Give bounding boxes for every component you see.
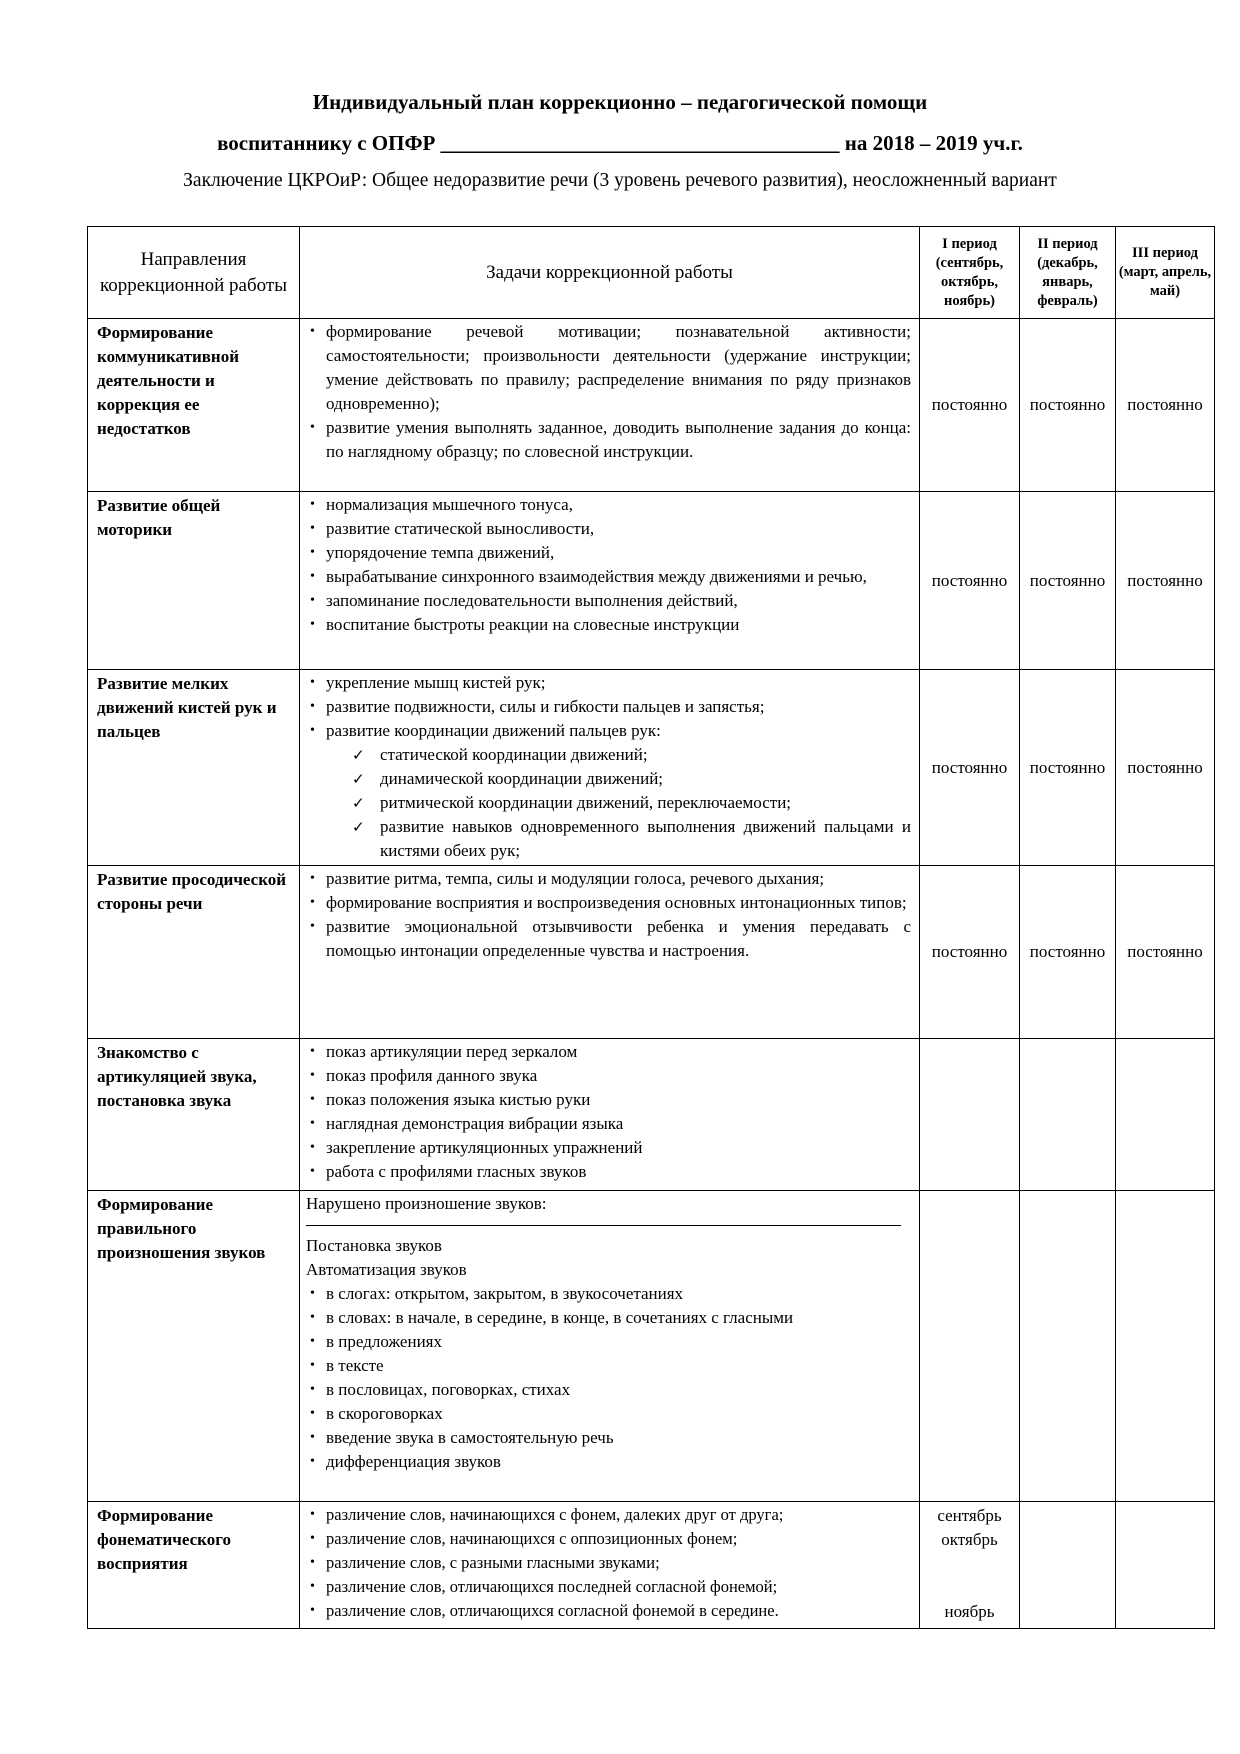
period-1-name: I период (942, 235, 997, 252)
document-title: Индивидуальный план коррекционно – педагогической помощи (312, 90, 928, 114)
task-item: • работа с профилями гласных звуков (306, 1160, 911, 1184)
period-3-months: (март, апрель, май) (1118, 264, 1212, 299)
diagnosis-conclusion: Заключение ЦКРОиР: Общее недоразвитие речи (3 уровень речевого развития), неосложненный вариант (183, 170, 1057, 191)
task-item: • в тексте (306, 1354, 911, 1378)
header-tasks: Задачи коррекционной работы (300, 227, 920, 319)
period-3-cell (1116, 1191, 1215, 1502)
task-item: • закрепление артикуляционных упражнений (306, 1136, 911, 1160)
month-label: ноябрь (944, 1602, 995, 1621)
direction-cell: Формирование коммуникативной деятельности и коррекция ее недостатков (88, 319, 300, 492)
table-row (88, 319, 1215, 492)
period-3-cell: постоянно (1116, 492, 1215, 670)
period-2-name: II период (1037, 235, 1098, 252)
task-item: • различение слов, начинающихся с фонем, далеких друг от друга; (306, 1503, 911, 1527)
task-item: • нормализация мышечного тонуса, (306, 493, 911, 517)
task-item: • дифференциация звуков (306, 1450, 911, 1474)
table-row (88, 492, 1215, 670)
fill-in-line (306, 1225, 901, 1226)
task-item: • в скороговорках (306, 1402, 911, 1426)
header-period-2 (1020, 227, 1116, 319)
period-2-cell: постоянно (1020, 670, 1116, 866)
checkmark-subtask-item: ✓ динамической координации движений; (306, 767, 911, 791)
task-item: • развитие координации движений пальцев рук: (306, 719, 911, 743)
direction-cell: Знакомство с артикуляцией звука, постановка звука (88, 1039, 300, 1191)
direction-cell: Развитие просодической стороны речи (88, 866, 300, 1039)
tasks-cell (300, 492, 920, 670)
tasks-cell (300, 319, 920, 492)
period-2-cell: постоянно (1020, 492, 1116, 670)
task-item: • введение звука в самостоятельную речь (306, 1426, 911, 1450)
task-item: • показ положения языка кистью руки (306, 1088, 911, 1112)
task-item: • запоминание последовательности выполнения действий, (306, 589, 911, 613)
tasks-cell (300, 1039, 920, 1191)
task-item: • развитие статической выносливости, (306, 517, 911, 541)
task-item: • развитие подвижности, силы и гибкости пальцев и запястья; (306, 695, 911, 719)
task-item: • в предложениях (306, 1330, 911, 1354)
direction-cell: Формирование правильного произношения звуков (88, 1191, 300, 1502)
month-label: сентябрь (937, 1506, 1002, 1525)
table-row (88, 670, 1215, 866)
tasks-cell (300, 670, 920, 866)
task-item: • различение слов, отличающихся согласной фонемой в середине. (306, 1599, 911, 1623)
direction-cell: Развитие общей моторики (88, 492, 300, 670)
tasks-cell (300, 1502, 920, 1629)
table-row (88, 1039, 1215, 1191)
period-1-cell: постоянно (920, 319, 1020, 492)
period-3-cell (1116, 1502, 1215, 1629)
period-1-cell (920, 1191, 1020, 1502)
table-header-row (88, 227, 1215, 319)
task-item: • формирование речевой мотивации; познавательной активности; самостоятельности; произвольности деятельности (удержание инструкции; умение действовать по правилу; распределение внимания по ряду признаков одновременно); (306, 320, 911, 416)
task-item: • наглядная демонстрация вибрации языка (306, 1112, 911, 1136)
task-item: • в словах: в начале, в середине, в конце, в сочетаниях с гласными (306, 1306, 911, 1330)
task-item: • показ профиля данного звука (306, 1064, 911, 1088)
period-2-cell: постоянно (1020, 866, 1116, 1039)
period-1-cell (920, 1039, 1020, 1191)
header-period-3 (1116, 227, 1215, 319)
task-item: • воспитание быстроты реакции на словесные инструкции (306, 613, 911, 637)
period-1-cell: постоянно (920, 492, 1020, 670)
header-directions: Направления коррекционной работы (88, 227, 300, 319)
task-item: • различение слов, отличающихся последней согласной фонемой; (306, 1575, 911, 1599)
spacer (920, 1552, 1019, 1600)
task-item: • упорядочение темпа движений, (306, 541, 911, 565)
task-item: • различение слов, с разными гласными звуками; (306, 1551, 911, 1575)
period-2-months: (декабрь, январь, февраль) (1037, 254, 1098, 309)
impaired-sounds-label: Нарушено произношение звуков: (306, 1194, 547, 1213)
period-2-cell (1020, 1191, 1116, 1502)
period-3-cell: постоянно (1116, 319, 1215, 492)
period-1-cell (920, 1502, 1020, 1629)
period-1-months: (сентябрь, октябрь, ноябрь) (935, 254, 1004, 309)
period-2-cell: постоянно (1020, 319, 1116, 492)
correction-plan-table (87, 226, 1215, 1629)
header-period-1 (920, 227, 1020, 319)
period-1-cell: постоянно (920, 866, 1020, 1039)
task-item: • укрепление мышц кистей рук; (306, 671, 911, 695)
direction-cell: Развитие мелких движений кистей рук и пальцев (88, 670, 300, 866)
period-3-name: III период (1132, 245, 1198, 261)
table-row (88, 1502, 1215, 1629)
sound-automation-label: Автоматизация звуков (306, 1260, 467, 1279)
checkmark-subtask-item: ✓ развитие навыков одновременного выполнения движений пальцами и кистями обеих рук; (306, 815, 911, 863)
task-item: • развитие ритма, темпа, силы и модуляции голоса, речевого дыхания; (306, 867, 911, 891)
task-item: • в пословицах, поговорках, стихах (306, 1378, 911, 1402)
period-1-cell: постоянно (920, 670, 1020, 866)
table-row (88, 866, 1215, 1039)
period-2-cell (1020, 1039, 1116, 1191)
document-subtitle: воспитаннику с ОПФР ______________________________________ на 2018 – 2019 уч.г. (217, 131, 1023, 155)
checkmark-subtask-item: ✓ ритмической координации движений, переключаемости; (306, 791, 911, 815)
period-3-cell: постоянно (1116, 866, 1215, 1039)
tasks-cell (300, 1191, 920, 1502)
task-item: • формирование восприятия и воспроизведения основных интонационных типов; (306, 891, 911, 915)
task-item: • развитие эмоциональной отзывчивости ребенка и умения передавать с помощью интонации определенные чувства и настроения. (306, 915, 911, 963)
month-label: октябрь (941, 1530, 998, 1549)
task-item: • различение слов, начинающихся с оппозиционных фонем; (306, 1527, 911, 1551)
checkmark-subtask-item: ✓ статической координации движений; (306, 743, 911, 767)
direction-cell: Формирование фонематического восприятия (88, 1502, 300, 1629)
tasks-cell (300, 866, 920, 1039)
task-item: • показ артикуляции перед зеркалом (306, 1040, 911, 1064)
sound-setup-label: Постановка звуков (306, 1236, 442, 1255)
task-item: • развитие умения выполнять заданное, доводить выполнение задания до конца: по наглядному образцу; по словесной инструкции. (306, 416, 911, 464)
task-item: • в слогах: открытом, закрытом, в звукосочетаниях (306, 1282, 911, 1306)
period-2-cell (1020, 1502, 1116, 1629)
task-item: • вырабатывание синхронного взаимодействия между движениями и речью, (306, 565, 911, 589)
period-3-cell (1116, 1039, 1215, 1191)
period-3-cell: постоянно (1116, 670, 1215, 866)
table-row (88, 1191, 1215, 1502)
